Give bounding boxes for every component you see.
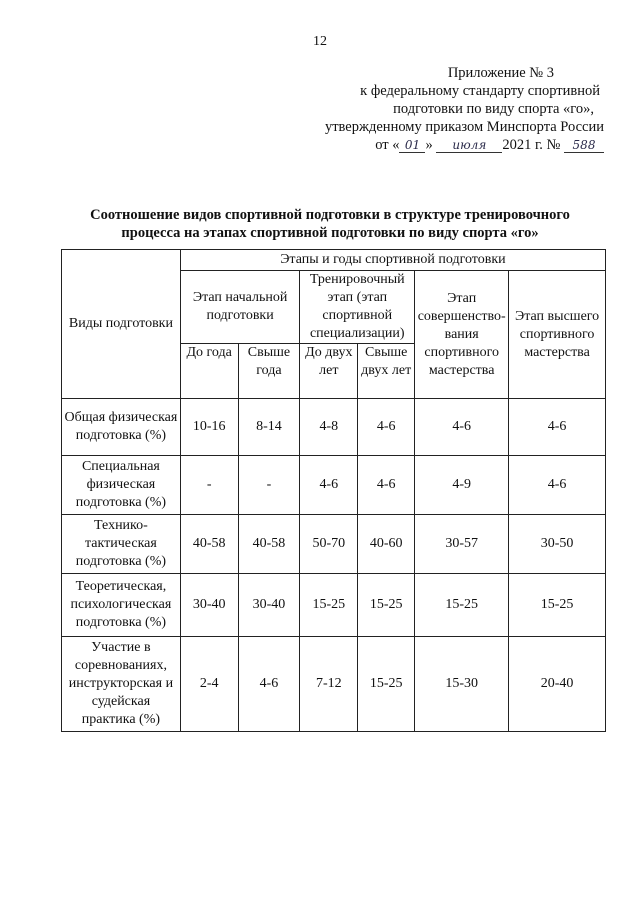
corner-header: Виды подготовки (62, 250, 181, 399)
table-cell: 4-6 (358, 456, 415, 515)
appendix-line-3: подготовки по виду спорта «го», (393, 101, 594, 117)
table-cell: 40-58 (238, 515, 300, 574)
handwritten-month: июля (436, 138, 502, 153)
table-cell: 7-12 (300, 637, 358, 732)
table-cell: 30-57 (415, 515, 509, 574)
table-cell: - (180, 456, 238, 515)
table-cell: 4-6 (358, 399, 415, 456)
appendix-line-2: к федеральному стандарту спортивной (360, 83, 600, 99)
table-cell: 30-50 (509, 515, 606, 574)
handwritten-order-number: 588 (564, 138, 604, 153)
date-mid: » (425, 137, 433, 153)
page-number: 12 (313, 34, 327, 49)
table-cell: 15-25 (415, 574, 509, 637)
stage-training-header: Тренировочный этап (этап спортивной специализации) (300, 271, 415, 344)
table-cell: 15-25 (509, 574, 606, 637)
training-ratio-table (61, 249, 606, 732)
table-row (62, 399, 606, 456)
table-cell: 8-14 (238, 399, 300, 456)
table-cell: 2-4 (180, 637, 238, 732)
appendix-date-line (304, 136, 604, 154)
handwritten-day: 01 (399, 138, 425, 153)
table-cell: 15-25 (358, 574, 415, 637)
row-name: Специальная физическая подготовка (%) (62, 456, 181, 515)
row-name: Участие в соревнованиях, инструкторская и судейская практика (%) (62, 637, 181, 732)
table-cell: 50-70 (300, 515, 358, 574)
date-year: 2021 г. № (502, 137, 561, 153)
stage-highest-header: Этап высшего спортивного мастерства (509, 271, 606, 399)
row-name: Технико-тактическая подготовка (%) (62, 515, 181, 574)
table-cell: 15-25 (300, 574, 358, 637)
table-cell: 15-25 (358, 637, 415, 732)
table-row (62, 574, 606, 637)
table-cell: - (238, 456, 300, 515)
table-cell: 30-40 (238, 574, 300, 637)
appendix-block (304, 64, 604, 154)
appendix-line-4: утвержденному приказом Минспорта России (324, 119, 604, 135)
group-header: Этапы и годы спортивной подготовки (180, 250, 605, 271)
row-name: Теоретическая, психологическая подготовка (%) (62, 574, 181, 637)
subheader-initial-1: До года (180, 344, 238, 399)
table-row (62, 637, 606, 732)
date-prefix: от « (375, 137, 400, 153)
table-cell: 4-9 (415, 456, 509, 515)
title-line-1: Соотношение видов спортивной подготовки в структуре тренировочного (90, 207, 570, 223)
appendix-line-1: Приложение № 3 (447, 65, 554, 81)
document-title (60, 206, 600, 242)
table-cell: 20-40 (509, 637, 606, 732)
subheader-training-2: Свыше двух лет (358, 344, 415, 399)
table-cell: 4-6 (509, 456, 606, 515)
title-line-2: процесса на этапах спортивной подготовки по виду спорта «го» (121, 225, 539, 241)
table-cell: 40-58 (180, 515, 238, 574)
table-cell: 40-60 (358, 515, 415, 574)
table-cell: 4-6 (300, 456, 358, 515)
table-cell: 4-6 (509, 399, 606, 456)
subheader-initial-2: Свыше года (238, 344, 300, 399)
stage-improvement-header: Этап совершенство-вания спортивного мастерства (415, 271, 509, 399)
row-name: Общая физическая подготовка (%) (62, 399, 181, 456)
subheader-training-1: До двух лет (300, 344, 358, 399)
table-row (62, 515, 606, 574)
table-cell: 30-40 (180, 574, 238, 637)
table-row (62, 456, 606, 515)
table-cell: 15-30 (415, 637, 509, 732)
table-cell: 4-8 (300, 399, 358, 456)
table-cell: 4-6 (238, 637, 300, 732)
table-cell: 10-16 (180, 399, 238, 456)
table-cell: 4-6 (415, 399, 509, 456)
stage-initial-header: Этап начальной подготовки (180, 271, 300, 344)
